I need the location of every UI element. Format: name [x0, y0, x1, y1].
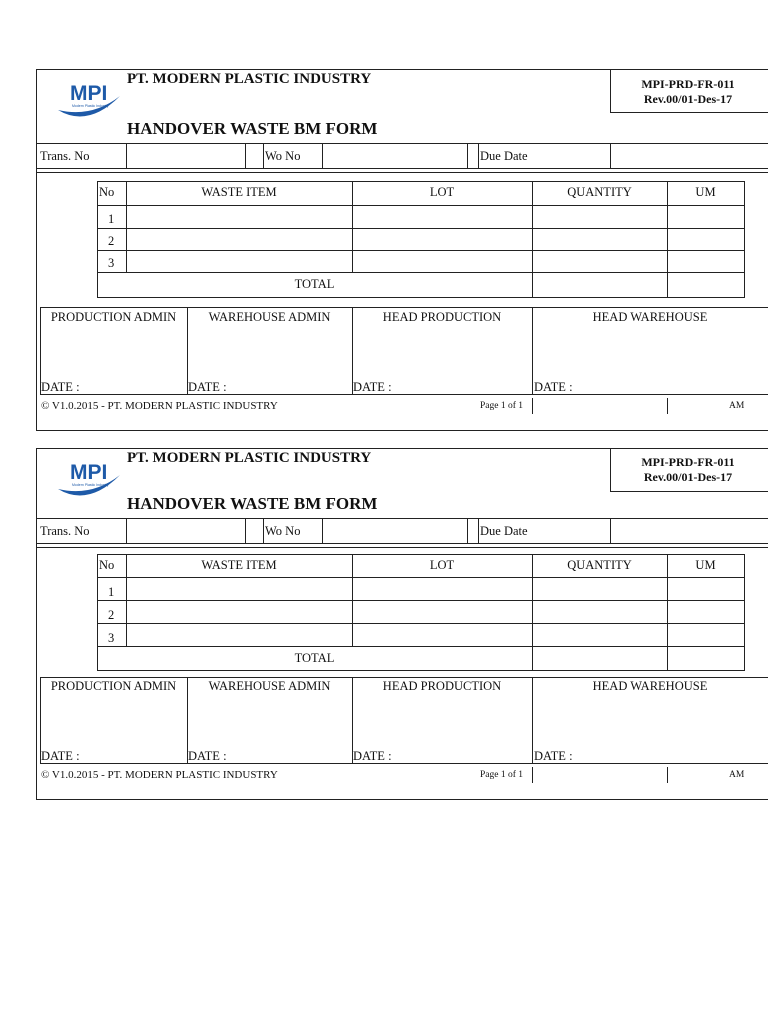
logo-text: MPI: [70, 461, 108, 484]
table-line: [97, 554, 745, 555]
row-no: 2: [108, 234, 115, 248]
footer-time-suffix: AM: [729, 770, 745, 780]
sig-role-head-warehouse: HEAD WAREHOUSE: [592, 679, 708, 693]
row-um-cell[interactable]: [668, 624, 743, 646]
field-divider: [478, 518, 479, 543]
col-header-lot: LOT: [429, 558, 455, 572]
form-title: HANDOVER WASTE BM FORM: [127, 494, 378, 513]
doc-revision: Rev.00/01-Des-17: [643, 92, 733, 106]
sig-date-label: DATE :: [534, 749, 573, 763]
sig-line: [40, 394, 768, 395]
doc-code: MPI-PRD-FR-011: [641, 455, 735, 469]
sig-date-label: DATE :: [41, 749, 80, 763]
doc-revision: Rev.00/01-Des-17: [643, 470, 733, 484]
table-col-line: [744, 554, 745, 670]
sig-date-label: DATE :: [353, 749, 392, 763]
total-label: TOTAL: [294, 277, 335, 291]
logo-tagline: Modern Plastic Industry: [72, 104, 109, 108]
company-name: PT. MODERN PLASTIC INDUSTRY: [127, 71, 372, 87]
footer-copyright: © V1.0.2015 - PT. MODERN PLASTIC INDUSTRY: [41, 400, 278, 412]
total-quantity-cell[interactable]: [533, 647, 666, 669]
footer-divider: [532, 767, 533, 783]
col-header-waste-item: WASTE ITEM: [201, 558, 277, 572]
footer-divider: [667, 398, 668, 414]
row-um-cell[interactable]: [668, 578, 743, 600]
footer-page: Page 1 of 1: [480, 401, 524, 411]
col-header-quantity: QUANTITY: [567, 558, 632, 572]
sig-date-label: DATE :: [353, 380, 392, 394]
wo-no-field[interactable]: [323, 519, 466, 541]
col-header-um: UM: [695, 185, 716, 199]
row-waste-item-cell[interactable]: [127, 578, 351, 600]
row-no: 3: [108, 631, 115, 645]
row-no: 2: [108, 608, 115, 622]
field-divider: [467, 518, 468, 543]
sig-role-head-warehouse: HEAD WAREHOUSE: [592, 310, 708, 324]
due-date-label: Due Date: [480, 524, 528, 538]
sig-date-label: DATE :: [534, 380, 573, 394]
sig-role-warehouse-admin: WAREHOUSE ADMIN: [208, 310, 331, 324]
due-date-field[interactable]: [611, 519, 767, 541]
field-divider: [263, 518, 264, 543]
sig-role-warehouse-admin: WAREHOUSE ADMIN: [208, 679, 331, 693]
total-label: TOTAL: [294, 651, 335, 665]
table-line: [97, 670, 745, 671]
row-quantity-cell[interactable]: [533, 601, 666, 623]
frame-top: [36, 448, 768, 449]
col-header-lot: LOT: [429, 185, 455, 199]
logo-tagline: Modern Plastic Industry: [72, 483, 109, 487]
company-name: PT. MODERN PLASTIC INDUSTRY: [127, 450, 372, 466]
wo-no-label: Wo No: [265, 524, 301, 538]
due-date-label: Due Date: [480, 149, 528, 163]
sig-role-production-admin: PRODUCTION ADMIN: [50, 679, 177, 693]
row-no: 1: [108, 585, 115, 599]
sig-date-label: DATE :: [188, 380, 227, 394]
row-lot-cell[interactable]: [353, 578, 531, 600]
sig-line: [40, 763, 768, 764]
company-logo: [52, 455, 124, 505]
trans-no-field[interactable]: [127, 519, 244, 541]
doc-code: MPI-PRD-FR-011: [641, 77, 735, 91]
logo-text: MPI: [70, 82, 108, 105]
form-title: HANDOVER WASTE BM FORM: [127, 119, 378, 138]
col-header-no: No: [99, 185, 115, 199]
footer-divider: [667, 767, 668, 783]
sig-role-production-admin: PRODUCTION ADMIN: [50, 310, 177, 324]
frame-left: [36, 448, 37, 800]
col-header-quantity: QUANTITY: [567, 185, 632, 199]
fields-row-bottom: [36, 543, 768, 544]
trans-no-label: Trans. No: [40, 149, 90, 163]
sig-date-label: DATE :: [188, 749, 227, 763]
col-header-um: UM: [695, 558, 716, 572]
sig-role-head-production: HEAD PRODUCTION: [382, 310, 502, 324]
footer-time-suffix: AM: [729, 401, 745, 411]
row-um-cell[interactable]: [668, 601, 743, 623]
row-quantity-cell[interactable]: [533, 578, 666, 600]
row-lot-cell[interactable]: [353, 601, 531, 623]
col-header-waste-item: WASTE ITEM: [201, 185, 277, 199]
footer-page: Page 1 of 1: [480, 770, 524, 780]
row-quantity-cell[interactable]: [533, 624, 666, 646]
doc-code-box-left: [610, 448, 611, 491]
row-no: 3: [108, 256, 115, 270]
frame-bottom: [36, 799, 768, 800]
wo-no-label: Wo No: [265, 149, 301, 163]
footer-copyright: © V1.0.2015 - PT. MODERN PLASTIC INDUSTRY: [41, 769, 278, 781]
trans-no-label: Trans. No: [40, 524, 90, 538]
row-waste-item-cell[interactable]: [127, 601, 351, 623]
fields-row-bottom-2: [36, 547, 768, 548]
row-lot-cell[interactable]: [353, 624, 531, 646]
row-no: 1: [108, 212, 115, 226]
sig-date-label: DATE :: [41, 380, 80, 394]
footer-divider: [532, 398, 533, 414]
sig-role-head-production: HEAD PRODUCTION: [382, 679, 502, 693]
mpi-logo-icon: [52, 455, 124, 505]
row-waste-item-cell[interactable]: [127, 624, 351, 646]
sig-line: [40, 677, 768, 678]
field-divider: [245, 518, 246, 543]
col-header-no: No: [99, 558, 115, 572]
doc-code-box-bottom: [610, 491, 768, 492]
frame-bottom: [36, 430, 768, 431]
